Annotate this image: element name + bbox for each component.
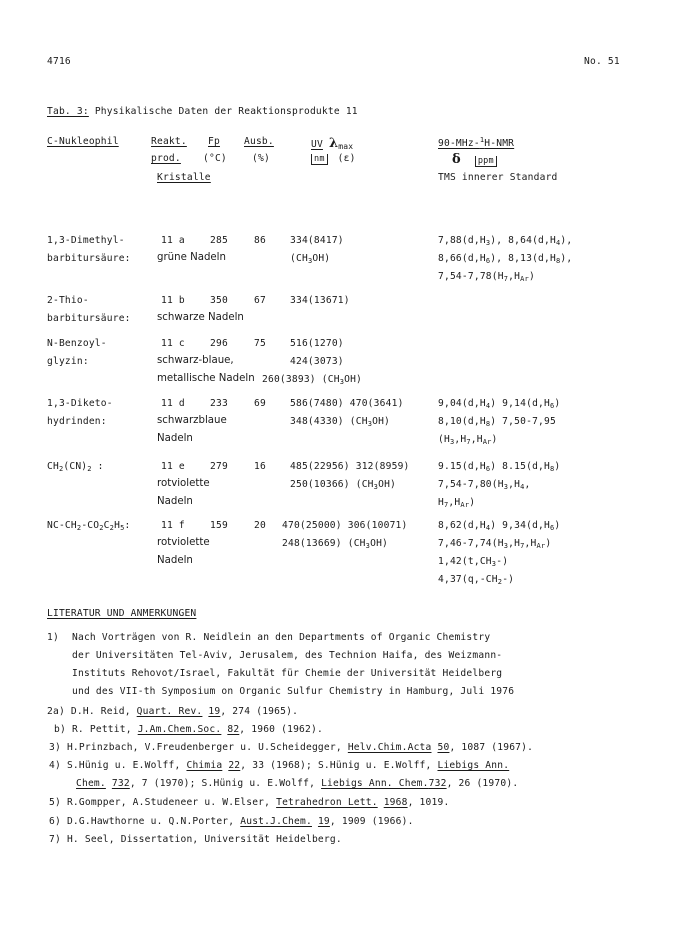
row-c-uv-3: 260(3893) $(CH_3OH)$	[262, 374, 363, 386]
uv-label: UV	[311, 139, 323, 150]
ref-6-authors: D.G.Hawthorne u. Q.N.Porter,	[66, 816, 235, 827]
ref-4-rest-a: , 33 (1968); S.Hünig u. E.Wolff,	[240, 760, 432, 771]
row-d-nmr-1: $9,04(d,H_4)$ $9,14(d,H_6)$	[438, 398, 561, 410]
row-b-mp: 350	[210, 295, 228, 306]
ref-5-number: 5)	[49, 797, 61, 808]
row-e-nmr-3: $H_7,H_{Ar}$)	[438, 497, 476, 509]
ref-2b-number: b)	[54, 724, 66, 735]
ref-6-journal: Aust.J.Chem.	[240, 816, 312, 827]
ref-2a-rest: , 274 (1965).	[220, 706, 299, 717]
row-c-yield: 75	[254, 338, 266, 349]
ref-4-journal-c: Chem.	[76, 778, 106, 789]
ref-6	[49, 816, 414, 827]
ref-3-authors: H.Prinzbach, V.Freudenberger u. U.Scheidegger,	[66, 742, 342, 753]
header-yield-line1: Ausb.	[244, 136, 274, 147]
header-yield-line2: (%)	[252, 153, 270, 164]
row-c-uv-2: 424(3073)	[290, 356, 344, 367]
ref-2a	[47, 706, 298, 717]
ref-7	[49, 834, 342, 845]
header-nmr	[438, 136, 514, 149]
ref-4-journal-a: Chimia	[186, 760, 223, 771]
row-e-nmr-2: $7,54-7,80(H_3,H_4$,	[438, 479, 531, 491]
row-f-yield: 20	[254, 520, 266, 531]
table-caption	[47, 106, 358, 117]
row-a-yield: 86	[254, 235, 266, 246]
header-crystals: Kristalle	[157, 172, 211, 183]
table-caption-label: Tab. 3:	[47, 106, 89, 117]
lambda-subscript: max	[338, 142, 354, 151]
ref-2b	[54, 724, 323, 735]
ref-4-journal-b: Liebigs Ann.	[437, 760, 510, 771]
ref-4-rest-c: , 7 (1970); S.Hünig u. E.Wolff,	[129, 778, 316, 789]
delta-symbol: δ	[452, 152, 461, 167]
table-caption-text: Physikalische Daten der Reaktionsprodukte 11	[94, 106, 358, 117]
ref-2a-journal: Quart. Rev.	[136, 706, 203, 717]
ref-2b-authors: R. Pettit,	[71, 724, 132, 735]
row-e-yield: 16	[254, 461, 266, 472]
row-a-mp: 285	[210, 235, 228, 246]
ref-7-number: 7)	[49, 834, 61, 845]
row-d-uv-2: 348(4330) $(CH_3OH)$	[290, 416, 391, 428]
row-e-nmr-1: $9.15(d,H_6)$ $8.15(d,H_8)$	[438, 461, 561, 473]
ref-5-rest: , 1019.	[407, 797, 450, 808]
row-d-nmr-2: $8,10(d,H_8)$ 7,50-7,95	[438, 416, 556, 428]
header-mp-line1: Fp	[208, 136, 220, 147]
issue-number: No. 51	[584, 56, 620, 67]
ref-5-volume: 1968	[383, 797, 408, 808]
ref-5-journal: Tetrahedron Lett.	[276, 797, 378, 808]
ref-5-authors: R.Gompper, A.Studeneer u. W.Elser,	[66, 797, 271, 808]
row-d-nmr-3: $(H_3,H_7,H_{Ar})$	[438, 434, 498, 446]
header-uv	[311, 136, 353, 151]
header-product-line1: Reakt.	[151, 136, 187, 147]
ref-1-line-1: Nach Vorträgen von R. Neidlein an den Departments of Organic Chemistry	[72, 632, 491, 643]
ref-2b-journal: J.Am.Chem.Soc.	[137, 724, 222, 735]
row-a-nmr-2: $8,66(d,H_6)$, $8,13(d,H_8)$,	[438, 253, 573, 265]
header-nmr-units	[452, 152, 497, 167]
ref-1-line-3: Instituts Rehovot/Israel, Fakultät für Chemie der Universität Heidelberg	[72, 668, 503, 679]
lambda-symbol: λ	[328, 136, 339, 151]
ref-1-line-2: der Universitäten Tel-Aviv, Jerusalem, des Technion Haifa, des Weizmann-	[72, 650, 503, 661]
row-f-crystals-1: rotviolette	[157, 537, 210, 548]
row-e-uv-2: 250(10366) $(CH_3OH)$	[290, 479, 397, 491]
row-d-nucleophile-1: 1,3-Diketo-	[47, 398, 113, 409]
ref-4-line-1	[49, 760, 509, 771]
nmr-superscript: 1	[479, 136, 485, 144]
row-a-product: 11 a	[161, 235, 185, 246]
ref-1-line-4: und des VII-th Symposium on Organic Sulfur Chemistry in Hamburg, Juli 1976	[72, 686, 515, 697]
row-d-nucleophile-2: hydrinden:	[47, 416, 107, 427]
row-a-uv-1: 334(8417)	[290, 235, 344, 246]
ref-4-volume-d: 732	[428, 778, 447, 789]
row-c-nucleophile-2: glyzin:	[47, 356, 89, 367]
row-a-nmr-1: $7,88(d,H_3)$, $8,64(d,H_4)$,	[438, 235, 573, 247]
row-e-product: 11 e	[161, 461, 185, 472]
row-f-nmr-2: $7,46-7,74(H_3,H_7,H_{Ar})$	[438, 538, 552, 550]
ref-1-number: 1)	[47, 632, 59, 643]
row-d-crystals-2: Nadeln	[157, 433, 193, 444]
ref-3	[49, 742, 533, 753]
row-e-nucleophile-1: $CH_2(CN)_2$ :	[47, 461, 104, 473]
ref-6-volume: 19	[317, 816, 330, 827]
nmr-prefix: 90-MHz-	[438, 138, 480, 149]
row-a-crystals: grüne Nadeln	[157, 252, 226, 263]
row-d-uv-1: 586(7480) 470(3641)	[290, 398, 404, 409]
row-e-uv-1: 485(22956) 312(8959)	[290, 461, 410, 472]
ref-2a-authors: D.H. Reid,	[70, 706, 131, 717]
row-c-mp: 296	[210, 338, 228, 349]
row-d-mp: 233	[210, 398, 228, 409]
row-f-mp: 159	[210, 520, 228, 531]
row-f-nmr-3: $1,42(t,CH_3-)$	[438, 556, 509, 568]
row-f-nmr-4: $4,37(q,-CH_2-)$	[438, 574, 515, 586]
row-c-crystals-1: schwarz-blaue,	[157, 355, 234, 366]
row-b-crystals: schwarze Nadeln	[157, 312, 244, 323]
header-nucleophile: C-Nukleophil	[47, 136, 119, 147]
row-f-product: 11 f	[161, 520, 185, 531]
ref-4-volume-c: 732	[111, 778, 130, 789]
ppm-unit: ppm	[475, 156, 497, 167]
row-f-nmr-1: $8,62(d,H_4)$ $9,34(d,H_6)$	[438, 520, 561, 532]
row-a-nmr-3: $7,54-7,78(H_7,H_{Ar})$	[438, 271, 535, 283]
ref-6-number: 6)	[49, 816, 61, 827]
ref-4-authors: S.Hünig u. E.Wolff,	[66, 760, 181, 771]
nmr-suffix: H-NMR	[484, 138, 515, 149]
ref-3-rest: , 1087 (1967).	[449, 742, 534, 753]
header-tms: TMS innerer Standard	[438, 172, 558, 183]
ref-2a-volume: 19	[208, 706, 221, 717]
row-d-yield: 69	[254, 398, 266, 409]
row-c-nucleophile-1: N-Benzoyl-	[47, 338, 107, 349]
row-b-product: 11 b	[161, 295, 185, 306]
ref-4-line-2	[76, 778, 518, 789]
row-f-uv-2: 248(13669) $(CH_3OH)$	[282, 538, 389, 550]
ref-2b-rest: , 1960 (1962).	[239, 724, 323, 735]
ref-4-rest-d: , 26 (1970).	[446, 778, 519, 789]
ref-3-journal: Helv.Chim.Acta	[347, 742, 432, 753]
row-b-yield: 67	[254, 295, 266, 306]
ref-2b-volume: 82	[227, 724, 240, 735]
row-d-product: 11 d	[161, 398, 185, 409]
row-e-crystals-1: rotviolette	[157, 478, 210, 489]
ref-4-journal-d: Liebigs Ann. Chem.	[321, 778, 429, 789]
row-e-mp: 279	[210, 461, 228, 472]
row-c-crystals-2: metallische Nadeln	[157, 373, 255, 384]
ref-4-volume-a: 22	[228, 760, 241, 771]
references-heading: LITERATUR UND ANMERKUNGEN	[47, 608, 197, 619]
ref-4-number: 4)	[49, 760, 61, 771]
row-f-crystals-2: Nadeln	[157, 555, 193, 566]
row-a-nucleophile-2: barbitursäure:	[47, 253, 131, 264]
row-f-uv-1: 470(25000) 306(10071)	[282, 520, 408, 531]
ref-6-rest: , 1909 (1966).	[329, 816, 414, 827]
nm-unit: nm	[311, 154, 328, 165]
row-d-crystals-1: schwarzblaue	[157, 415, 227, 426]
row-f-nucleophile-1: $NC-CH_2-CO_2C_2H_5$:	[47, 520, 131, 532]
epsilon-label: (ε)	[337, 153, 356, 164]
ref-7-text: H. Seel, Dissertation, Universität Heidelberg.	[66, 834, 342, 845]
row-c-product: 11 c	[161, 338, 185, 349]
ref-3-volume: 50	[437, 742, 450, 753]
ref-2a-number: 2a)	[47, 706, 65, 717]
header-product-line2: prod.	[151, 153, 181, 164]
row-b-nucleophile-1: 2-Thio-	[47, 295, 89, 306]
row-c-uv-1: 516(1270)	[290, 338, 344, 349]
row-b-nucleophile-2: barbitursäure:	[47, 313, 131, 324]
row-a-nucleophile-1: 1,3-Dimethyl-	[47, 235, 125, 246]
header-mp-line2: (°C)	[203, 153, 227, 164]
ref-5	[49, 797, 449, 808]
row-a-uv-2: $(CH_3OH)$	[290, 253, 331, 265]
row-b-uv-1: 334(13671)	[290, 295, 350, 306]
ref-3-number: 3)	[49, 742, 61, 753]
header-uv-units	[311, 153, 356, 165]
row-e-crystals-2: Nadeln	[157, 496, 193, 507]
page-number: 4716	[47, 56, 71, 67]
